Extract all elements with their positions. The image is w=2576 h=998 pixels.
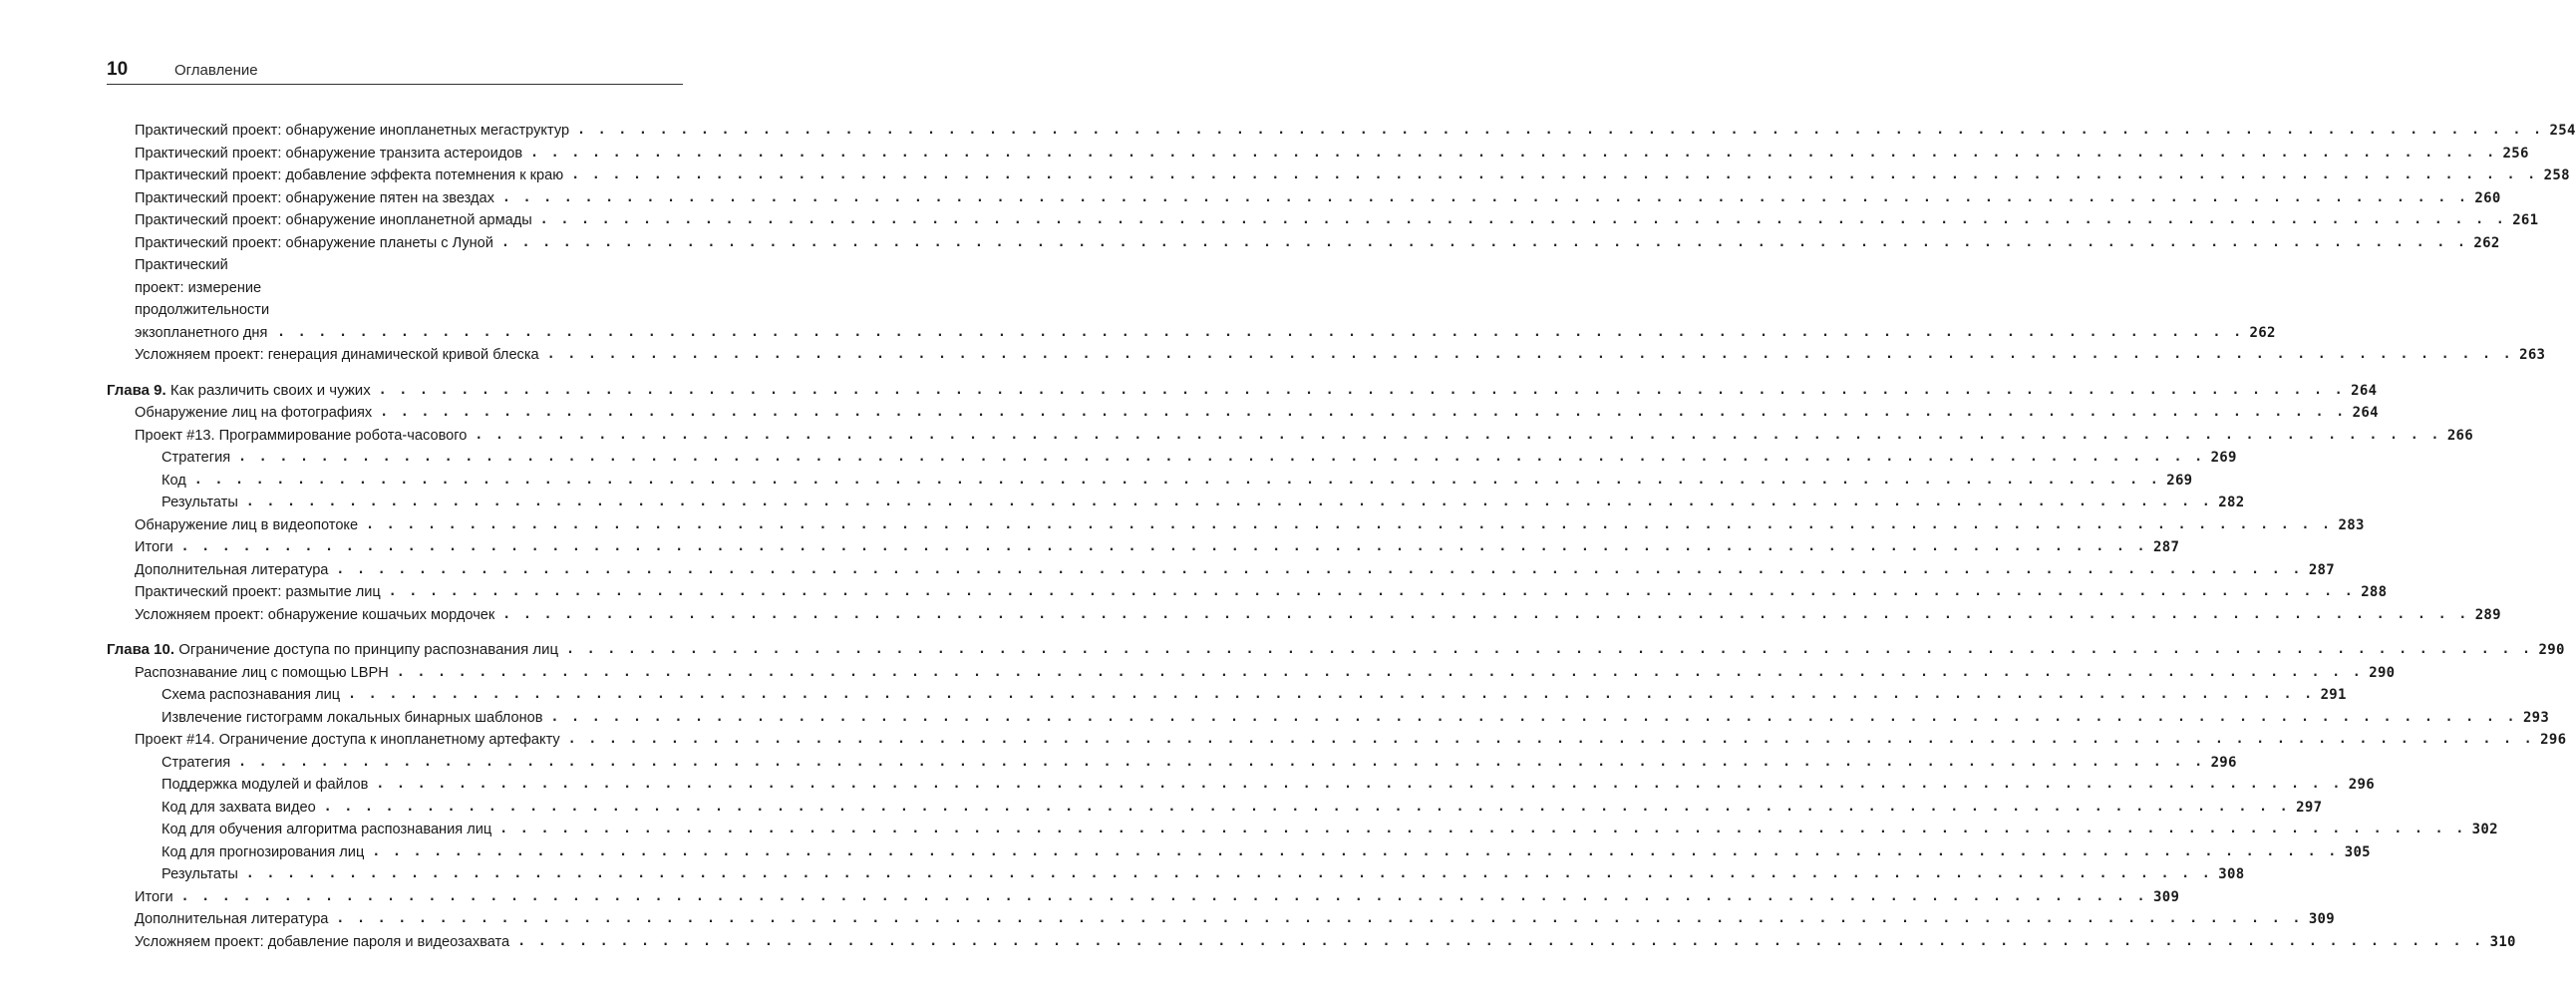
toc-entry-text: Дополнительная литература xyxy=(135,561,329,578)
dot-leader xyxy=(368,774,2348,797)
toc-entry xyxy=(107,514,2365,537)
dot-leader xyxy=(371,380,2351,403)
toc-page-number: 287 xyxy=(2153,539,2180,555)
dot-leader xyxy=(491,819,2471,841)
toc-page-number: 309 xyxy=(2153,888,2180,905)
dot-leader xyxy=(328,559,2308,582)
toc-entry-text: Проект #13. Программирование робота-часового xyxy=(135,427,468,444)
dot-leader xyxy=(560,729,2540,752)
dot-leader xyxy=(563,165,2543,187)
toc-entry xyxy=(107,447,2237,470)
dot-leader xyxy=(493,232,2473,255)
toc-entry-text: Распознавание лиц с помощью LBPH xyxy=(135,664,389,681)
dot-leader xyxy=(494,187,2474,210)
toc-chapter-entry xyxy=(107,639,2565,662)
dot-leader xyxy=(467,425,2446,448)
toc-page-number: 288 xyxy=(2361,584,2388,600)
dot-leader xyxy=(569,120,2549,143)
toc-entry xyxy=(107,344,2546,367)
toc-page-number: 296 xyxy=(2540,732,2567,748)
toc-entry-title xyxy=(135,604,494,627)
toc-entry-title xyxy=(135,886,173,909)
toc-entry-text: Поддержка модулей и файлов xyxy=(161,777,369,793)
toc-entry-title xyxy=(135,120,569,143)
toc-page-number: 261 xyxy=(2512,212,2539,228)
toc-entry-title xyxy=(135,254,269,344)
dot-leader xyxy=(358,514,2338,537)
toc-entry-title xyxy=(161,774,368,797)
toc-entry-text: Стратегия xyxy=(161,754,231,771)
toc-entry xyxy=(107,559,2336,582)
toc-entry-title xyxy=(161,447,230,470)
toc-entry xyxy=(107,470,2193,493)
chapter-label: Глава 10. xyxy=(107,641,175,658)
toc-entry xyxy=(107,931,2516,954)
toc-entry-text: Обнаружение лиц в видеопотоке xyxy=(135,516,359,533)
toc-entry-text: Код для захвата видео xyxy=(161,799,316,816)
toc-entry-text: Практический проект: добавление эффекта потемнения к краю xyxy=(135,167,564,183)
toc-entry-title xyxy=(135,143,522,166)
toc-page-number: 260 xyxy=(2474,189,2501,206)
toc-entry-title xyxy=(135,425,467,448)
table-of-contents xyxy=(107,120,2576,953)
toc-page-number: 254 xyxy=(2549,123,2576,139)
toc-entry xyxy=(107,492,2245,514)
toc-entry xyxy=(107,774,2375,797)
page-number: 10 xyxy=(107,59,129,80)
toc-entry xyxy=(107,120,2576,143)
toc-entry-text: Проект #14. Ограничение доступа к инопланетному артефакту xyxy=(135,732,560,748)
toc-page-number: 308 xyxy=(2218,866,2245,882)
toc-entry xyxy=(107,536,2180,559)
toc-entry xyxy=(107,908,2336,931)
toc-entry xyxy=(107,254,2276,344)
toc-entry-text: Код xyxy=(161,472,186,489)
toc-page-number: 305 xyxy=(2344,843,2371,860)
toc-entry xyxy=(107,581,2388,604)
dot-leader xyxy=(238,863,2218,886)
toc-entry-title xyxy=(135,729,560,752)
dot-leader xyxy=(340,684,2320,707)
toc-entry-title xyxy=(161,819,491,841)
toc-entry-title xyxy=(135,514,358,537)
toc-chapter-entry xyxy=(107,380,2378,403)
toc-entry-text: Извлечение гистограмм локальных бинарных шаблонов xyxy=(161,709,543,726)
toc-entry xyxy=(107,819,2498,841)
toc-entry-text: Практический проект: размытие лиц xyxy=(135,584,381,600)
toc-page-number: 262 xyxy=(2473,234,2500,251)
toc-entry-title xyxy=(135,581,381,604)
toc-entry xyxy=(107,604,2501,627)
toc-entry xyxy=(107,841,2371,864)
toc-entry-text: Ограничение доступа по принципу распознавания лиц xyxy=(178,641,559,658)
toc-entry-text: Как различить своих и чужих xyxy=(169,381,371,399)
toc-entry xyxy=(107,684,2347,707)
dot-leader xyxy=(269,322,2249,345)
toc-entry xyxy=(107,187,2501,210)
toc-entry-title xyxy=(161,752,230,775)
toc-entry xyxy=(107,209,2539,232)
toc-entry xyxy=(107,729,2567,752)
dot-leader xyxy=(522,143,2502,166)
toc-entry-text: Итоги xyxy=(135,539,173,555)
chapter-label: Глава 9. xyxy=(107,381,166,399)
dot-leader xyxy=(372,402,2352,425)
toc-entry-text: Код для прогнозирования лиц xyxy=(161,843,365,860)
dot-leader xyxy=(173,886,2153,909)
toc-page-number: 283 xyxy=(2338,516,2365,533)
toc-entry-title xyxy=(135,165,563,187)
toc-entry xyxy=(107,863,2245,886)
toc-entry-text: Практический проект: обнаружение транзита астероидов xyxy=(135,145,523,162)
toc-entry xyxy=(107,402,2379,425)
toc-entry xyxy=(107,752,2237,775)
toc-page-number: 262 xyxy=(2249,324,2276,341)
toc-page-number: 269 xyxy=(2166,472,2193,489)
toc-entry xyxy=(107,143,2529,166)
toc-entry-title xyxy=(135,559,328,582)
toc-entry-title xyxy=(161,492,238,514)
toc-entry-title xyxy=(135,209,532,232)
toc-page-number: 290 xyxy=(2538,642,2565,658)
dot-leader xyxy=(558,639,2538,662)
toc-entry-title xyxy=(161,797,316,820)
toc-page-number: 256 xyxy=(2502,145,2529,162)
dot-leader xyxy=(389,662,2369,685)
toc-entry-title xyxy=(107,380,371,403)
toc-entry-title xyxy=(161,470,186,493)
dot-leader xyxy=(494,604,2474,627)
dot-leader xyxy=(364,841,2344,864)
toc-page-number: 263 xyxy=(2519,347,2546,363)
running-title: Оглавление xyxy=(174,62,258,79)
toc-page-number: 264 xyxy=(2352,405,2379,421)
toc-page-number: 296 xyxy=(2348,777,2375,793)
toc-entry-text: Схема распознавания лиц xyxy=(161,687,341,703)
toc-entry-title xyxy=(135,536,173,559)
toc-entry-text: Усложняем проект: обнаружение кошачьих мордочек xyxy=(135,606,495,623)
toc-page-number: 289 xyxy=(2474,606,2501,623)
dot-leader xyxy=(543,707,2523,730)
toc-entry xyxy=(107,425,2473,448)
toc-entry-title xyxy=(161,707,543,730)
toc-entry-text: Результаты xyxy=(161,866,238,882)
toc-entry-text: Дополнительная литература xyxy=(135,911,329,927)
toc-entry-title xyxy=(161,841,364,864)
toc-page-number: 310 xyxy=(2489,933,2516,950)
page-header xyxy=(107,58,683,85)
toc-entry-title xyxy=(135,662,389,685)
toc-page-number: 296 xyxy=(2210,754,2237,771)
toc-entry-title xyxy=(161,684,340,707)
toc-page-number: 297 xyxy=(2296,799,2323,816)
toc-page-number: 287 xyxy=(2308,561,2336,578)
toc-entry-text: Практический проект: измерение продолжительности экзопланетного дня xyxy=(135,257,270,341)
toc-entry-title xyxy=(135,402,372,425)
dot-leader xyxy=(186,470,2166,493)
toc-entry-title xyxy=(135,908,328,931)
toc-entry-text: Практический проект: обнаружение планеты с Луной xyxy=(135,234,493,251)
toc-page-number: 258 xyxy=(2543,167,2570,183)
toc-page-number: 291 xyxy=(2320,687,2347,703)
toc-entry-text: Итоги xyxy=(135,888,173,905)
toc-page-number: 293 xyxy=(2522,709,2550,726)
dot-leader xyxy=(316,797,2296,820)
dot-leader xyxy=(173,536,2153,559)
toc-entry-text: Обнаружение лиц на фотографиях xyxy=(135,405,373,421)
toc-page-number: 269 xyxy=(2210,450,2237,466)
toc-entry-text: Стратегия xyxy=(161,450,231,466)
toc-entry-text: Усложняем проект: генерация динамической кривой блеска xyxy=(135,347,539,363)
dot-leader xyxy=(539,344,2519,367)
dot-leader xyxy=(381,581,2361,604)
toc-entry-text: Практический проект: обнаружение пятен на звездах xyxy=(135,189,494,206)
toc-page-number: 266 xyxy=(2446,427,2473,444)
dot-leader xyxy=(230,447,2210,470)
toc-entry-title xyxy=(161,863,238,886)
toc-entry xyxy=(107,662,2396,685)
toc-entry-text: Практический проект: обнаружение инопланетных мегаструктур xyxy=(135,123,570,139)
toc-entry-text: Практический проект: обнаружение инопланетной армады xyxy=(135,212,532,228)
toc-entry-text: Код для обучения алгоритма распознавания лиц xyxy=(161,822,492,837)
toc-entry-text: Усложняем проект: добавление пароля и видеозахвата xyxy=(135,933,510,950)
toc-entry-title xyxy=(135,931,509,954)
toc-entry xyxy=(107,707,2550,730)
dot-leader xyxy=(230,752,2210,775)
toc-entry xyxy=(107,165,2570,187)
toc-page-number: 290 xyxy=(2369,664,2396,681)
dot-leader xyxy=(532,209,2512,232)
toc-entry xyxy=(107,797,2323,820)
toc-entry-text: Результаты xyxy=(161,495,238,510)
toc-entry xyxy=(107,886,2180,909)
dot-leader xyxy=(328,908,2308,931)
toc-page-number: 282 xyxy=(2218,495,2245,510)
dot-leader xyxy=(509,931,2489,954)
toc-page-number: 302 xyxy=(2471,822,2498,837)
toc-entry xyxy=(107,232,2500,255)
toc-page-number: 309 xyxy=(2308,911,2336,927)
toc-entry-title xyxy=(135,187,494,210)
toc-entry-title xyxy=(135,232,493,255)
toc-page-number: 264 xyxy=(2351,382,2378,399)
dot-leader xyxy=(238,492,2218,514)
toc-entry-title xyxy=(107,639,558,662)
toc-entry-title xyxy=(135,344,539,367)
